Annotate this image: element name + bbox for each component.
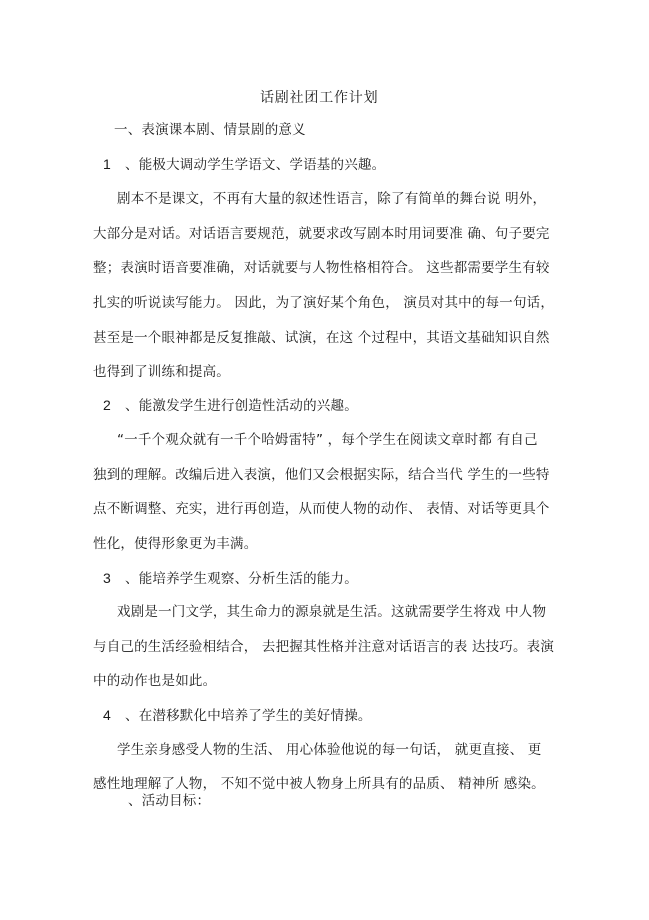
item-heading-text: 、能激发学生进行创造性活动的兴趣。 [125,398,358,414]
paragraph-line: 大部分是对话。对话语言要规范，就要求改写剧本时用词要准 确、句子要完 [93,226,550,242]
list-item-heading [103,569,358,588]
section-heading: 、活动目标： [128,793,211,809]
paragraph-line: 剧本不是课文，不再有大量的叙述性语言，除了有简单的舞台说 明外， [117,191,547,207]
item-number: 1 [103,156,111,172]
item-heading-text: 、能极大调动学生学语文、学语基的兴趣。 [125,157,386,173]
paragraph-line: 中的动作也是如此。 [93,673,217,689]
item-number: 4 [103,707,111,723]
paragraph-line: 也得到了训练和提高。 [93,364,230,380]
page-title: 话剧社团工作计划 [260,90,379,106]
paragraph-line: 整；表演时语音要准确，对话就要与人物性格相符合。 这些都需要学生有较 [93,260,550,276]
section-heading: 一、表演课本剧、情景剧的意义 [114,122,306,138]
paragraph-line: 戏剧是一门文学，其生命力的源泉就是生活。这就需要学生将戏 中人物 [117,604,547,620]
paragraph-line: 学生亲身感受人物的生活、 用心体验他说的每一句话， 就更直接、 更 [117,742,542,758]
item-number: 3 [103,570,111,586]
paragraph-line: “一千个观众就有一千个哈姆雷特” ，每个学生在阅读文章时都 有自己 [117,432,538,448]
item-number: 2 [103,397,111,413]
paragraph-line: 独到的理解。改编后进入表演，他们又会根据实际，结合当代 学生的一些特 [93,467,550,483]
paragraph-line: 甚至是一个眼神都是反复推敲、试演，在这 个过程中，其语文基础知识自然 [93,330,550,346]
item-heading-text: 、在潜移默化中培养了学生的美好情操。 [125,708,372,724]
paragraph-line: 与自己的生活经验相结合， 去把握其性格并注意对话语言的表 达技巧。表演 [93,639,555,655]
list-item-heading [103,706,372,725]
list-item-heading [103,396,358,415]
list-item-heading [103,155,385,174]
paragraph-line: 感性地理解了人物， 不知不觉中被人物身上所具有的品质、 精神所 感染。 [93,776,545,792]
paragraph-line: 点不断调整、充实，进行再创造，从而使人物的动作、 表情、对话等更具个 [93,501,550,517]
paragraph-line: 扎实的听说读写能力。 因此，为了演好某个角色， 演员对其中的每一句话， [93,295,555,311]
paragraph-line: 性化，使得形象更为丰满。 [93,536,258,552]
item-heading-text: 、能培养学生观察、分析生活的能力。 [125,571,358,587]
